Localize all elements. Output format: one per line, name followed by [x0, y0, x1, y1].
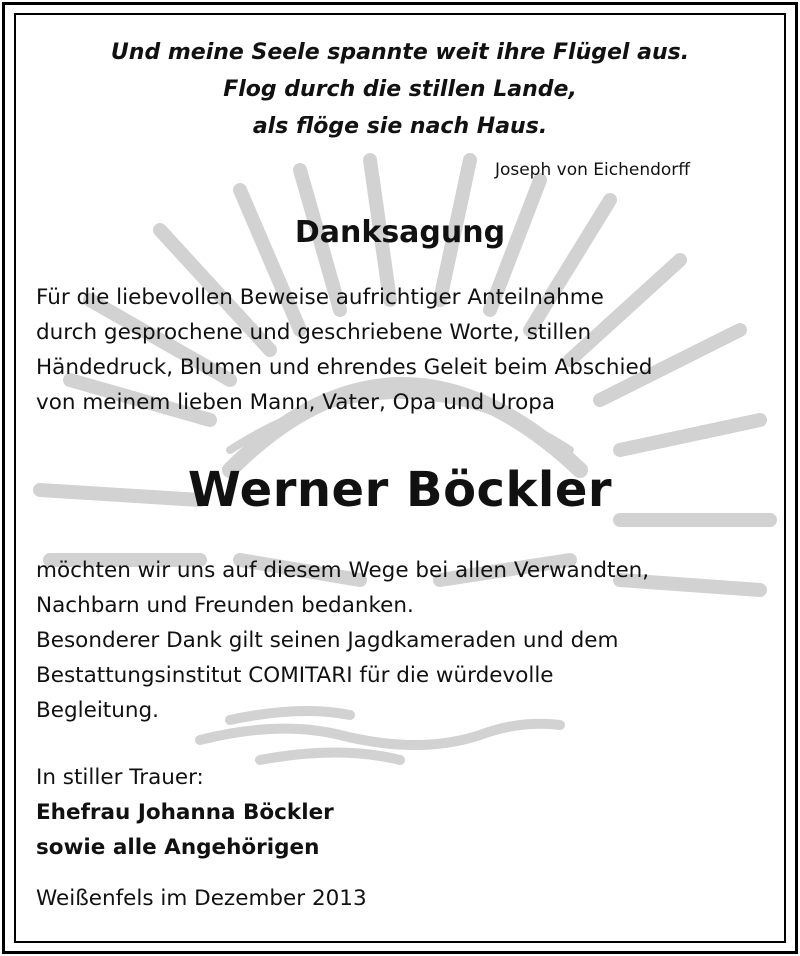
text-line: Bestattungsinstitut COMITARI für die würdevolle — [36, 663, 554, 688]
mourners-block — [36, 760, 334, 865]
mourner-name: Ehefrau Johanna Böckler — [36, 800, 334, 825]
mourners-label: In stiller Trauer: — [36, 765, 204, 790]
intro-paragraph — [36, 280, 652, 420]
poem-line: als flöge sie nach Haus. — [252, 114, 548, 139]
text-line: durch gesprochene und geschriebene Worte, stillen — [36, 320, 592, 345]
thanks-paragraph — [36, 553, 649, 728]
mourner-name: sowie alle Angehörigen — [36, 835, 320, 860]
poem-author: Joseph von Eichendorff — [494, 160, 690, 180]
poem-line: Flog durch die stillen Lande, — [223, 77, 577, 102]
text-line: von meinem lieben Mann, Vater, Opa und Uropa — [36, 390, 556, 415]
deceased-name: Werner Böckler — [187, 462, 613, 518]
poem-line: Und meine Seele spannte weit ihre Flügel aus. — [110, 40, 690, 65]
text-line: Nachbarn und Freunden bedanken. — [36, 593, 414, 618]
text-line: Begleitung. — [36, 698, 159, 723]
place-date: Weißenfels im Dezember 2013 — [36, 886, 367, 911]
text-line: Besonderer Dank gilt seinen Jagdkameraden und dem — [36, 628, 619, 653]
text-line: möchten wir uns auf diesem Wege bei allen Verwandten, — [36, 558, 650, 583]
text-line: Für die liebevollen Beweise aufrichtiger Anteilnahme — [36, 285, 604, 310]
text-line: Händedruck, Blumen und ehrendes Geleit beim Abschied — [36, 355, 653, 380]
poem — [0, 34, 800, 145]
page-title: Danksagung — [294, 215, 506, 250]
